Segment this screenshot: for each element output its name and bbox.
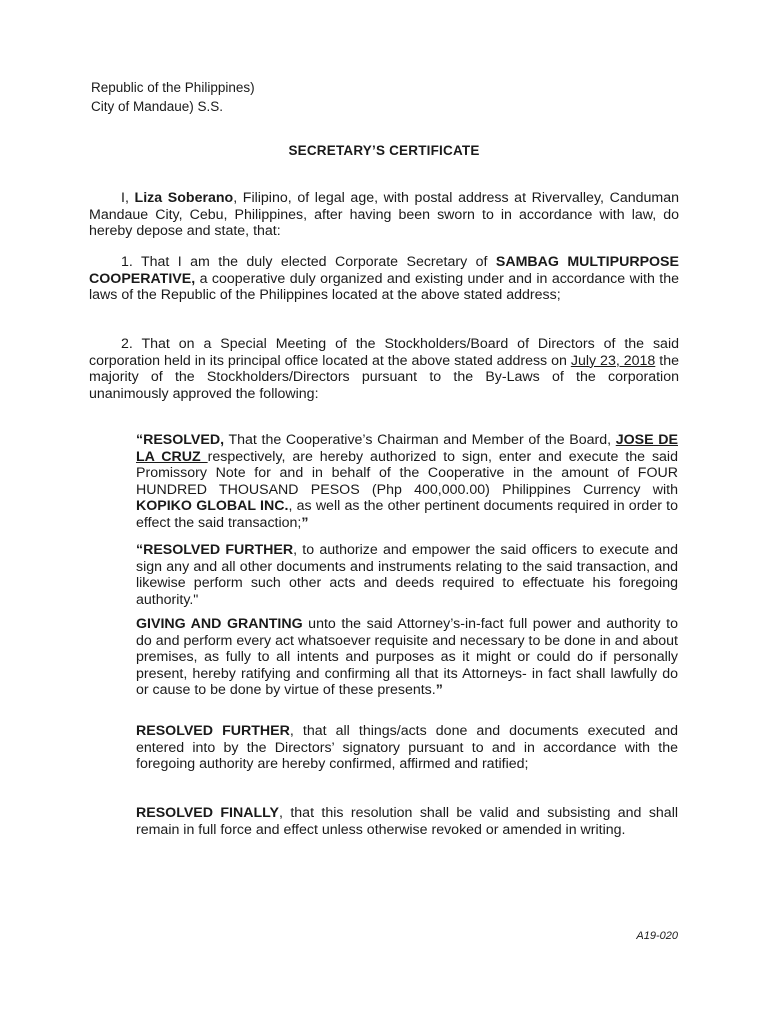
affiant-name: Liza Soberano xyxy=(134,190,234,206)
intro-pre: I, xyxy=(121,190,135,206)
resolution-4 xyxy=(136,723,678,773)
document-reference-code: A19-020 xyxy=(636,930,678,942)
r3-heading: GIVING AND GRANTING xyxy=(136,616,303,632)
r1-text-2: respectively, are hereby authorized to sign, enter and execute the said Promissory Note for and in behalf of the Cooperative in the amount of FOUR HUNDRED THOUSAND PESOS (Php 400,000.00) Philippines Currency with xyxy=(136,448,678,498)
paragraph-2 xyxy=(89,336,679,402)
cooperative-name: SAMBAG MULTIPURPOSE COOPERATIVE, xyxy=(89,254,679,287)
meeting-date: July 23, 2018 xyxy=(570,352,656,369)
r3-text: unto the said Attorney’s-in-fact full power and authority to do and perform every act whatsoever requisite and necessary to be done in and about premises, as fully to all intents and purposes as it might or could do if personally present, hereby ratifying and confirming all that its Attorneys- in fact shall lawfully do or cause to be done by virtue of these presents. xyxy=(136,616,679,699)
venue-block xyxy=(91,78,255,116)
resolution-3 xyxy=(136,616,678,699)
r1-close-quote: ” xyxy=(301,514,309,531)
r4-heading: RESOLVED FURTHER xyxy=(136,723,290,739)
p1-pre: 1. That I am the duly elected Corporate Secretary of xyxy=(121,254,496,270)
authorized-person: JOSE DE LA CRUZ xyxy=(136,432,678,465)
r1-heading: “RESOLVED, xyxy=(136,432,225,448)
paragraph-1 xyxy=(89,254,679,304)
company-name: KOPIKO GLOBAL INC. xyxy=(136,498,289,515)
r4-text: , that all things/acts done and documents executed and entered into by the Directors’ signatory pursuant to and in accordance with the foregoing authority are hereby confirmed, affirmed and ratified; xyxy=(136,723,678,773)
intro-paragraph xyxy=(89,190,679,240)
venue-line-city: City of Mandaue) S.S. xyxy=(91,99,224,114)
r2-text: , to authorize and empower the said officers to execute and sign any and all other documents and instruments relating to the said transaction, and likewise perform such other acts and deeds required to effectuate his foregoing authority." xyxy=(136,542,678,608)
r1-text-3: , as well as the other pertinent documents required in order to effect the said transaction; xyxy=(136,498,678,531)
r5-text: , that this resolution shall be valid and subsisting and shall remain in full force and effect unless otherwise revoked or amended in writing. xyxy=(136,805,678,838)
document-title: SECRETARY’S CERTIFICATE xyxy=(288,143,480,158)
r2-heading: “RESOLVED FURTHER xyxy=(136,542,294,558)
intro-post: , Filipino, of legal age, with postal address at Rivervalley, Canduman Mandaue City, Cebu, Philippines, after having been sworn to in accordance with law, do hereby depose and state, that: xyxy=(89,190,679,240)
p2-pre: 2. That on a Special Meeting of the Stockholders/Board of Directors of the said corporation held in its principal office located at the above stated address on xyxy=(89,336,679,369)
r5-heading: RESOLVED FINALLY xyxy=(136,805,279,821)
resolution-5 xyxy=(136,805,678,838)
r3-close-quote: ” xyxy=(435,682,443,699)
r1-text-1: That the Cooperative’s Chairman and Member of the Board, xyxy=(224,432,616,448)
resolution-2 xyxy=(136,542,678,608)
resolution-1 xyxy=(136,432,678,532)
p2-post: the majority of the Stockholders/Directors pursuant to the By-Laws of the corporation unanimously approved the following: xyxy=(89,352,679,402)
venue-line-country: Republic of the Philippines) xyxy=(91,80,255,95)
p1-post: a cooperative duly organized and existing under and in accordance with the laws of the Republic of the Philippines located at the above stated address; xyxy=(89,270,679,304)
